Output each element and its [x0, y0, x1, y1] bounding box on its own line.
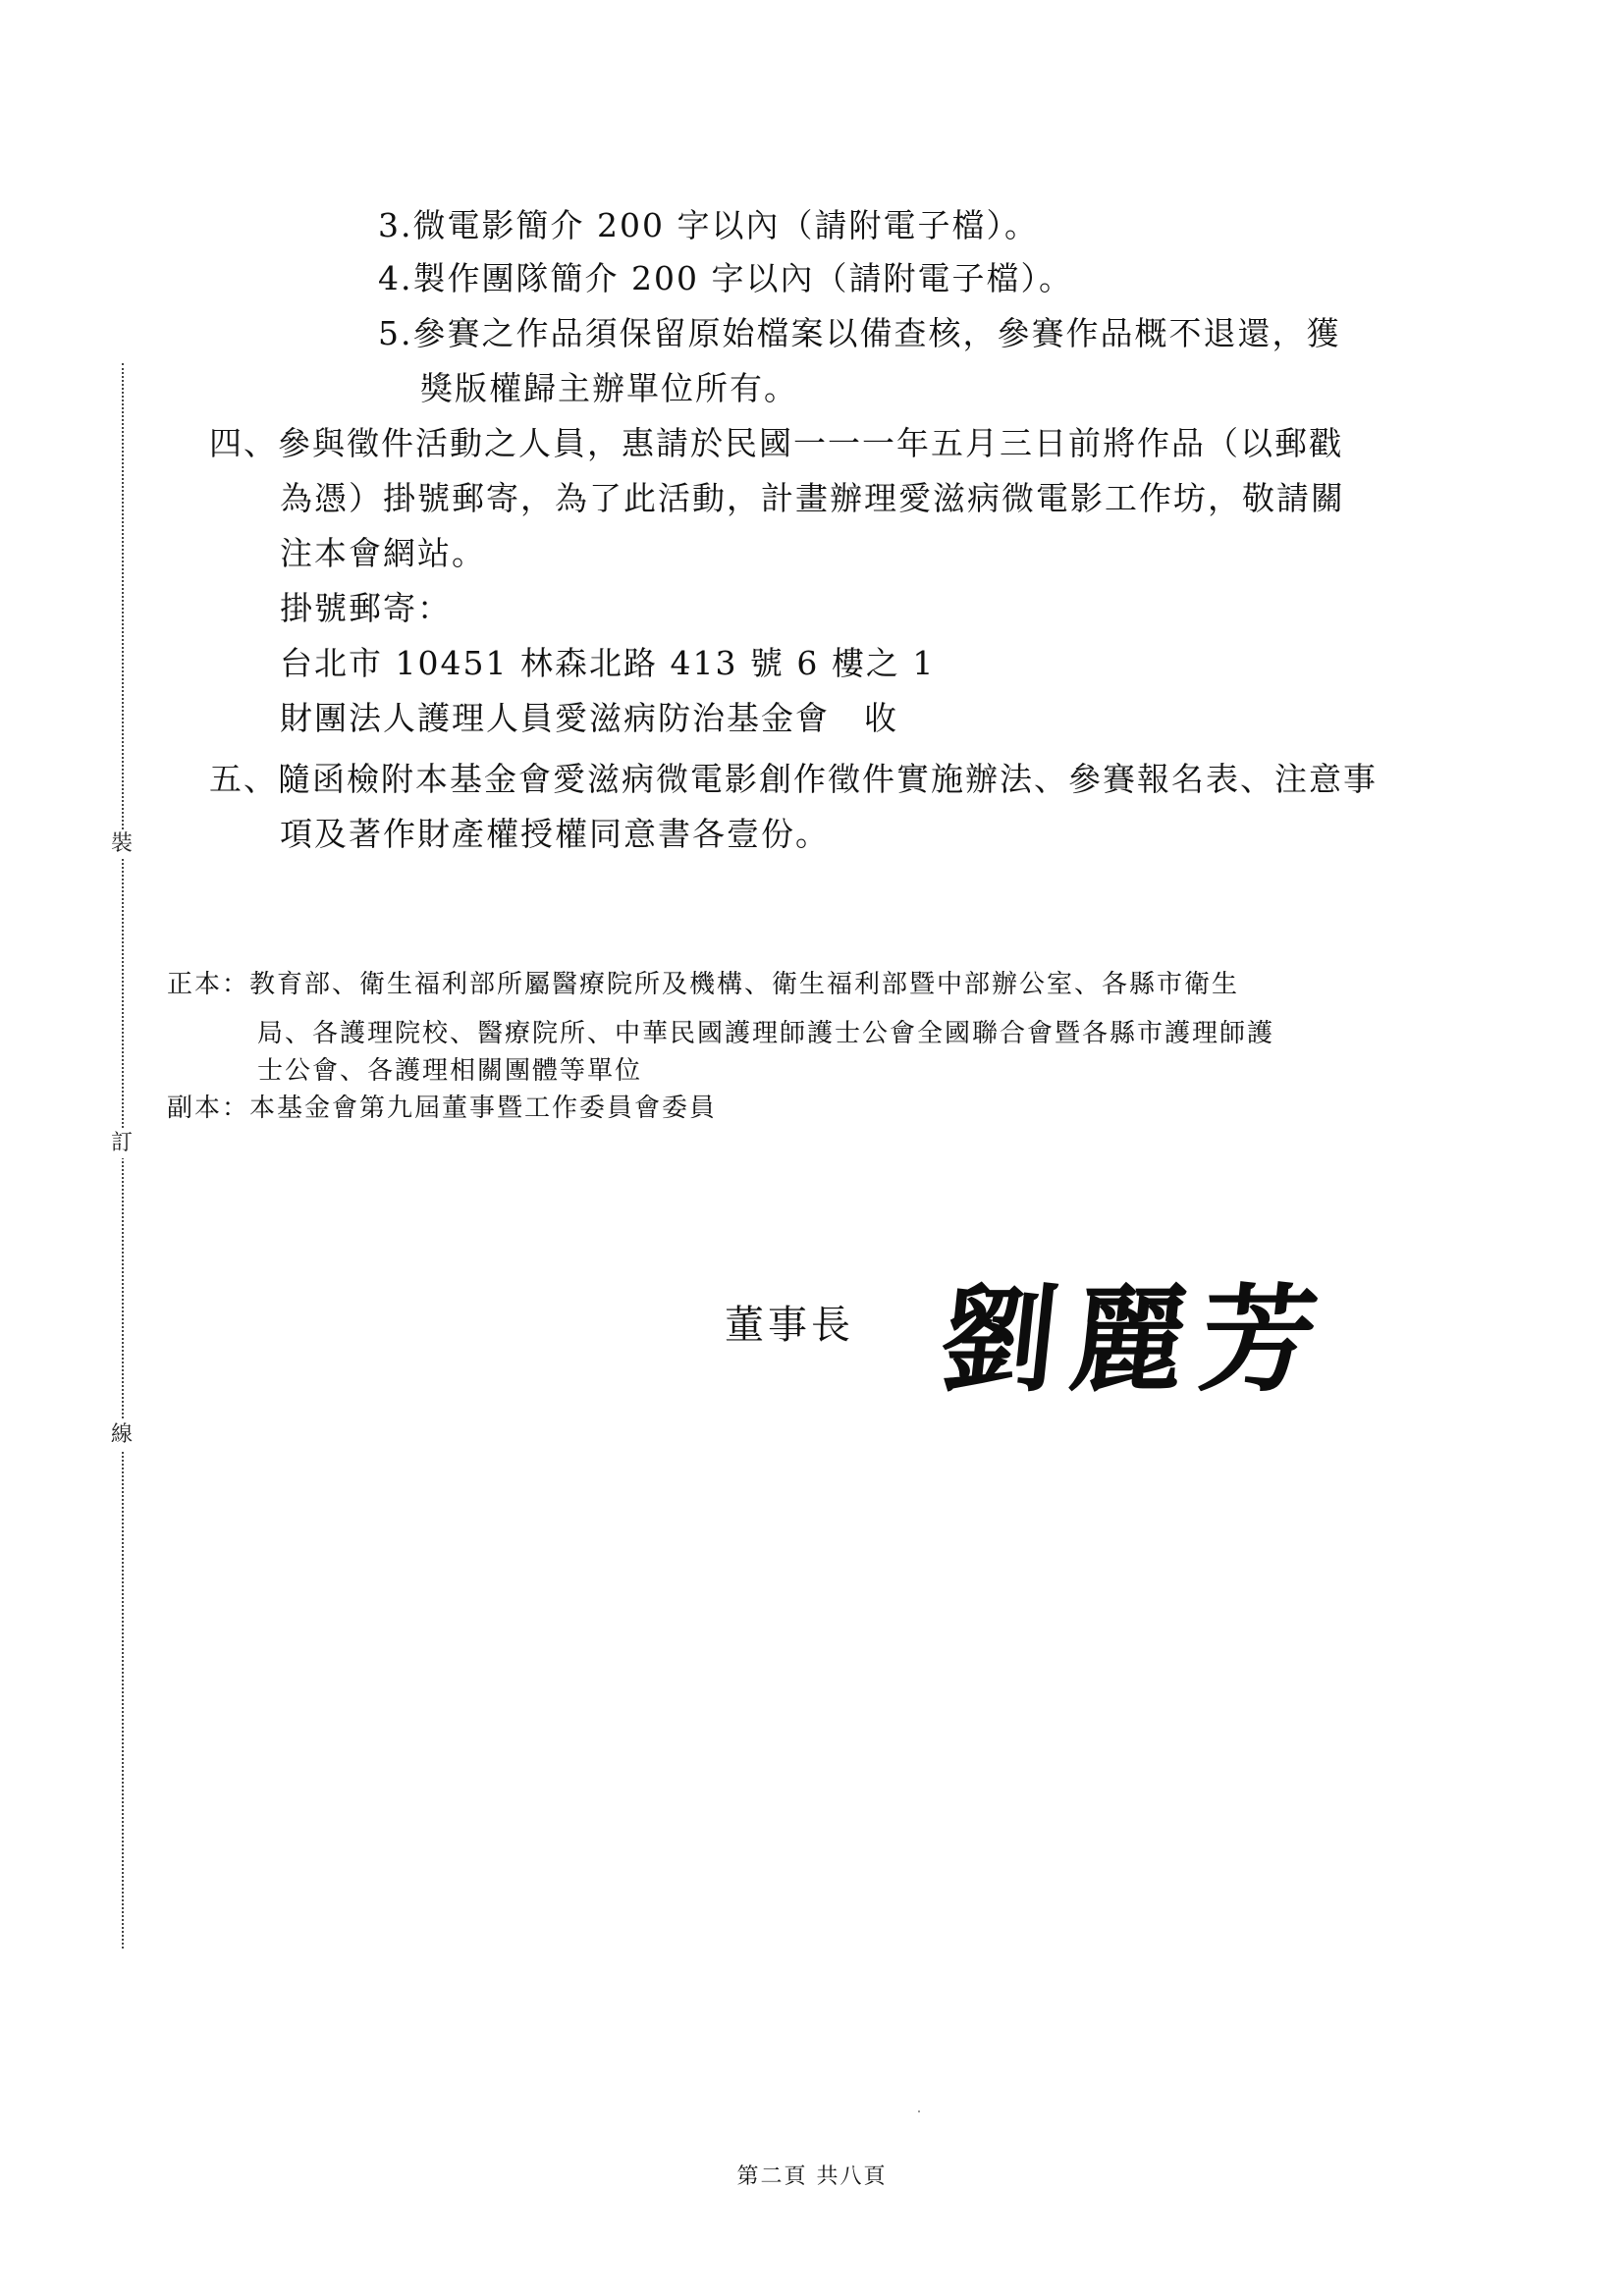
list-item-5-line2: 獎版權歸主辦單位所有。 [420, 369, 798, 407]
mail-label: 掛號郵寄： [280, 589, 452, 627]
section-4-line3: 注本會網站。 [280, 534, 486, 572]
page-number: 第二頁 共八頁 [736, 2164, 888, 2189]
mail-address: 台北市 10451 林森北路 413 號 6 樓之 1 [280, 644, 936, 682]
distribution-original-line3: 士公會、各護理相關團體等單位 [257, 1056, 643, 1086]
section-4-line1: 四、參與徵件活動之人員，惠請於民國一一一年五月三日前將作品（以郵戳 [209, 424, 1343, 462]
distribution-copy-line1: 副本：本基金會第九屆董事暨工作委員會委員 [167, 1094, 718, 1123]
list-item-3: 3.微電影簡介 200 字以內（請附電子檔）。 [378, 206, 1039, 244]
scan-speck [918, 2110, 920, 2112]
mail-recipient: 財團法人護理人員愛滋病防治基金會 收 [280, 699, 898, 737]
signature-role: 董事長 [725, 1303, 854, 1348]
section-5-line1: 五、隨函檢附本基金會愛滋病微電影創作徵件實施辦法、參賽報名表、注意事 [209, 760, 1378, 798]
section-4-line2: 為憑）掛號郵寄，為了此活動，計畫辦理愛滋病微電影工作坊，敬請關 [280, 479, 1345, 517]
binding-char-zhuang: 裝 [107, 829, 136, 859]
list-item-5-line1: 5.參賽之作品須保留原始檔案以備查核，參賽作品概不退還，獲 [378, 314, 1341, 352]
signature-name: 劉麗芳 [934, 1271, 1338, 1408]
distribution-original-line1: 正本：教育部、衛生福利部所屬醫療院所及機構、衛生福利部暨中部辦公室、各縣市衛生 [167, 970, 1240, 999]
section-5-line2: 項及著作財產權授權同意書各壹份。 [280, 815, 830, 853]
list-item-4: 4.製作團隊簡介 200 字以內（請附電子檔）。 [378, 259, 1073, 297]
binding-char-ding: 訂 [107, 1129, 136, 1158]
binding-char-xian: 線 [107, 1420, 136, 1450]
distribution-original-line2: 局、各護理院校、醫療院所、中華民國護理師護士公會全國聯合會暨各縣市護理師護 [257, 1019, 1275, 1048]
